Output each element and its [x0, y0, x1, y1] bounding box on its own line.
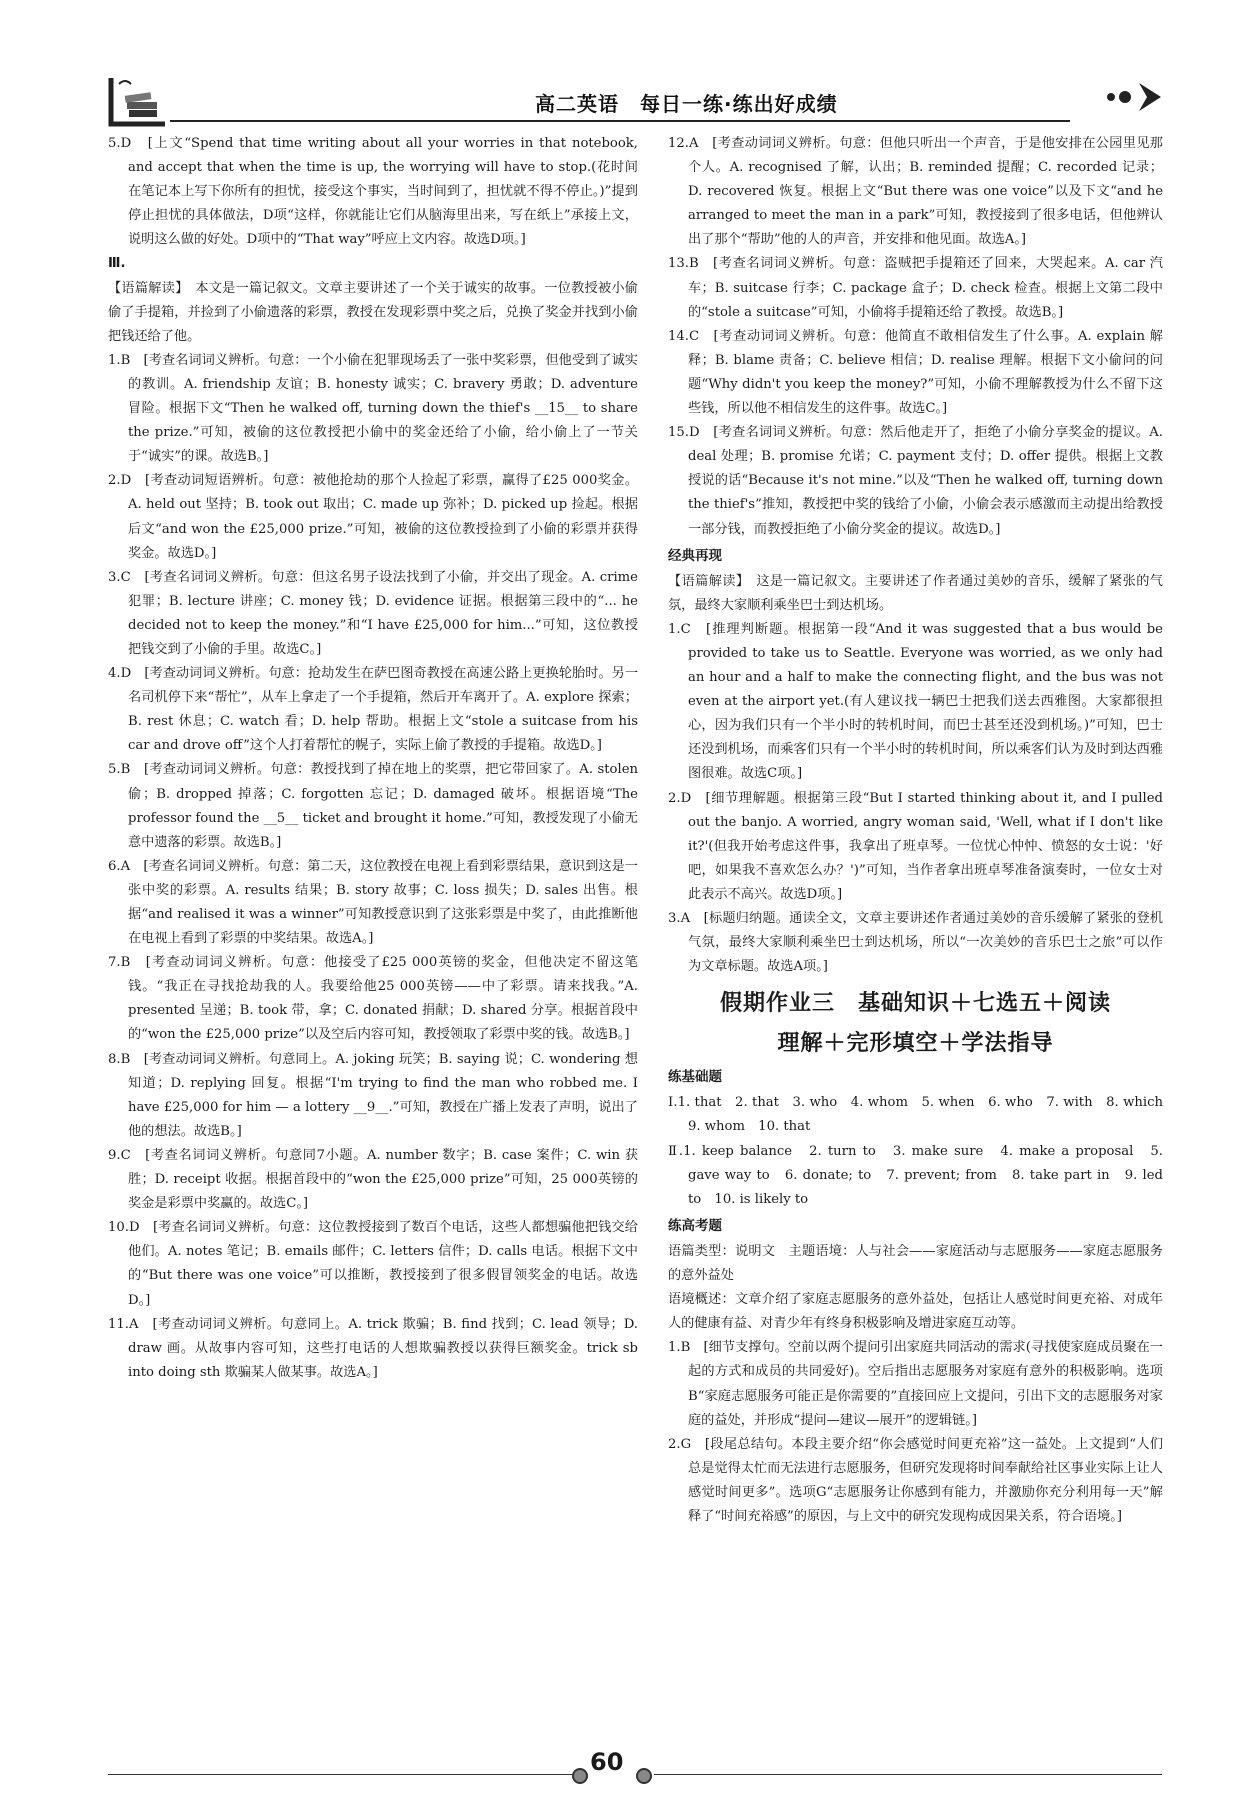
footer-rule-right	[654, 1774, 1162, 1775]
answer-item: 1.B [考查名词词义辨析。句意：一个小偷在犯罪现场丢了一张中奖彩票，但他受到了诚实的教训。A. friendship 友谊；B. honesty 诚实；C. bravery 勇敢；D. adventure 冒险。根据下文“Then he walked off, turning down the thief's __15__ to share the prize.”可知，被偷的这位教授把小偷中的奖金还给了小偷，给小偷上了一节关于“诚实”的课。故选B。]	[108, 352, 638, 465]
exam-practice-heading: 练高考题	[668, 1217, 722, 1234]
section-heading-line2: 理解＋完形填空＋学法指导	[777, 1031, 1054, 1057]
passage-summary: 【语篇解读】 本文是一篇记叙文。文章主要讲述了一个关于诚实的故事。一位教授被小偷偷了手提箱，并捡到了小偷遗落的彩票，教授在发现彩票中奖之后，兑换了奖金并找到小偷把钱还给了他。	[108, 280, 638, 344]
answer-item: 9.C [考查名词词义辨析。句意同7小题。A. number 数字；B. case 案件；C. win 获胜；D. receipt 收据。根据首段中的“won the £25,000 prize”可知，25 000英镑的奖金是彩票中奖赢的。故选C。]	[108, 1147, 638, 1212]
answer-item: 5.B [考查动词词义辨析。句意：教授找到了掉在地上的奖票，把它带回家了。A. stolen 偷；B. dropped 掉落；C. forgotten 忘记；D. damaged 破坏。根据语境“The professor found the __5__ ticket and brought it home.”可知，教授发现了小偷无意中遗落的彩票。故选B。]	[108, 762, 638, 850]
answer-item: 4.D [考查动词词义辨析。句意：抢劫发生在萨巴图奇教授在高速公路上更换轮胎时。另一名司机停下来“帮忙”，从车上拿走了一个手提箱，然后开车离开了。A. explore 探索；B. rest 休息；C. watch 看；D. help 帮助。根据上文“stole a suitcase from his car and drove off”这个人打着帮忙的幌子，实际上偷了教授的手提箱。故选D。]	[108, 666, 638, 754]
basic-practice-heading: 练基础题	[668, 1069, 722, 1086]
left-column	[108, 132, 638, 1385]
answer-item: 2.D [细节理解题。根据第三段“But I started thinking about it, and I pulled out the banjo. A worried, angry woman said, 'Well, what if I don't like it?'(但我开始考虑这件事，我拿出了班卓琴。一位忧心忡忡、愤怒的女士说：'好吧，如果我不喜欢怎么办？')”可知，当作者拿出班卓琴准备演奏时，一位女士对此表示不高兴。故选D项。]	[668, 790, 1163, 902]
footer-dot-icon	[636, 1768, 652, 1784]
answer-item: 3.A [标题归纳题。通读全文，文章主要讲述作者通过美妙的音乐缓解了紧张的登机气氛，最终大家顺利乘坐巴士到达机场，所以“一次美妙的音乐巴士之旅”可以作为文章标题。故选A项。]	[668, 911, 1163, 975]
answer-item: 2.D [考查动词短语辨析。句意：被他抢劫的那个人捡起了彩票，赢得了£25 000奖金。A. held out 坚持；B. took out 取出；C. made up 弥补；D. picked up 捡起。根据后文“and won the £25,000 prize.”可知，被偷的这位教授捡到了小偷的彩票并获得奖金。故选D。]	[108, 473, 638, 561]
right-column	[668, 132, 1177, 1529]
answer-item: 2.G [段尾总结句。本段主要介绍“你会感觉时间更充裕”这一益处。上文提到“人们总是觉得太忙而无法进行志愿服务，但研究发现将时间奉献给社区事业实际上让人感觉时间更多”。选项G“志愿服务让你感到有能力，并激励你充分利用每一天”解释了“时间充裕感”的原因，与上文中的研究发现构成因果关系，符合语境。]	[668, 1436, 1163, 1524]
dot-arrow-icon	[1105, 80, 1165, 114]
answer-item: 8.B [考查动词词义辨析。句意同上。A. joking 玩笑；B. saying 说；C. wondering 想知道；D. replying 回复。根据“I'm trying to find the man who robbed me. I have £25,000 for him — a lottery __9__.”可知，教授在广播上发表了声明，说出了他的想法。故选B。]	[108, 1051, 638, 1139]
answer-item: 10.D [考查名词词义辨析。句意：这位教授接到了数百个电话，这些人都想骗他把钱交给他们。A. notes 笔记；B. emails 邮件；C. letters 信件；D. calls 电话。根据下文中的“But there was one voice”可以推断，教授接到了很多假冒领奖金的电话。故选D。]	[108, 1220, 638, 1308]
classic-review-heading: 经典再现	[668, 547, 722, 564]
header-rule	[170, 120, 1070, 122]
header-title: 高二英语 每日一练·练出好成绩	[535, 92, 838, 116]
answer-item: 13.B [考查名词词义辨析。句意：盗贼把手提箱还了回来，大哭起来。A. car 汽车；B. suitcase 行李；C. package 盒子；D. check 检查。根据上文第二段中的“stole a suitcase”可知，小偷将手提箱还给了教授。故选B。]	[668, 256, 1163, 320]
footer-rule-left	[108, 1774, 578, 1775]
answer-item: 12.A [考查动词词义辨析。句意：但他只听出一个声音，于是他安排在公园里见那个人。A. recognised 了解，认出；B. reminded 提醒；C. recorded 记录；D. recovered 恢复。根据上文“But there was one voice”以及下文“and he arranged to meet the man in a park”可知，教授接到了很多电话，但他辨认出了那个“帮助”他的人的声音，并安排和他见面。故选A。]	[668, 136, 1163, 248]
section-marker: Ⅲ.	[108, 256, 126, 272]
answer-item: 1.B [细节支撑句。空前以两个提问引出家庭共同活动的需求(寻找使家庭成员聚在一起的方式和成员的共同爱好)。空后指出志愿服务对家庭有意外的积极影响。选项B“家庭志愿服务可能正是你需要的”直接回应上文提问，引出下文的志愿服务对家庭的益处，并形成“提问—建议—展开”的逻辑链。]	[668, 1340, 1163, 1428]
footer-dot-icon	[572, 1768, 588, 1784]
answer-item: 3.C [考查名词词义辨析。句意：但这名男子设法找到了小偷，并交出了现金。A. crime 犯罪；B. lecture 讲座；C. money 钱；D. evidence 证据。根据第三段中的“... he decided not to keep the money.”和“I have £25,000 for him...”可知，这位教授把钱交到了小偷的手里。故选C。]	[108, 569, 638, 657]
context-summary: 语境概述：文章介绍了家庭志愿服务的意外益处，包括让人感觉时间更充裕、对成年人的健康有益、对青少年有终身积极影响及增进家庭互动等。	[668, 1292, 1163, 1332]
answer-item: 6.A [考查名词词义辨析。句意：第二天，这位教授在电视上看到彩票结果，意识到这是一张中奖的彩票。A. results 结果；B. story 故事；C. loss 损失；D. sales 出售。根据“and realised it was a winner”可知教授意识到了这张彩票是中奖了，由此推断他在电视上看到了彩票的中奖结果。故选A。]	[108, 858, 638, 947]
answer-item: 15.D [考查名词词义辨析。句意：然后他走开了，拒绝了小偷分享奖金的提议。A. deal 处理；B. promise 允诺；C. payment 支付；D. offer 提供。根据上文教授说的话“Because it's not mine.”以及“Then he walked off, turning down the thief's”推知，教授把中奖的钱给了小偷，小偷会表示感激而主动提出给教授一部分钱，而教授拒绝了小偷分奖金的提议。故选D。]	[668, 425, 1163, 537]
answer-item: 1.C [推理判断题。根据第一段“And it was suggested that a bus would be provided to take us to Seattle. Everyone was worried, as we only had an hour and a half to make the connecting flight, and the bus was not even at the airport yet.(有人建议找一辆巴士把我们送去西雅图。大家都很担心，因为我们只有一个半小时的转机时间，而巴士甚至还没到机场。)”可知，巴士还没到机场，而乘客们只有一个半小时的转机时间，所以乘客们认为及时到达西雅图很难。故选C项。]	[668, 621, 1163, 782]
passage-summary: 【语篇解读】 这是一篇记叙文。主要讲述了作者通过美妙的音乐，缓解了紧张的气氛，最终大家顺利乘坐巴士到达机场。	[668, 573, 1163, 613]
answer-item: 11.A [考查动词词义辨析。句意同上。A. trick 欺骗；B. find 找到；C. lead 领导；D. draw 画。从故事内容可知，这些打电话的人想欺骗教授以获得巨额奖金。trick sb into doing sth 欺骗某人做某事。故选A。]	[108, 1316, 638, 1380]
answer-item: Ⅱ.1. keep balance 2. turn to 3. make sure 4. make a proposal 5. gave way to 6. donate; to 7. prevent; from 8. take part in 9. led to 10. is likely to	[668, 1143, 1163, 1207]
genre-line: 语篇类型：说明文 主题语境：人与社会——家庭活动与志愿服务——家庭志愿服务的意外益处	[668, 1243, 1163, 1284]
answer-item: 5.D [上文“Spend that time writing about all your worries in that notebook, and accept that when the time is up, the worrying will have to stop.(花时间在笔记本上写下你所有的担忧，接受这个事实，当时间到了，担忧就不得不停止。)”提到停止担忧的具体做法，D项“这样，你就能让它们从脑海里出来，写在纸上”承接上文，说明这么做的好处。D项中的“That way”呼应上文内容。故选D项。]	[108, 136, 638, 248]
page-number: 60	[590, 1748, 624, 1776]
books-stack-icon	[105, 74, 169, 128]
section-heading-line1: 假期作业三 基础知识＋七选五＋阅读	[719, 991, 1111, 1017]
answer-item: Ⅰ.1. that 2. that 3. who 4. whom 5. when 6. who 7. with 8. which 9. whom 10. that	[668, 1095, 1177, 1135]
page-header	[95, 70, 1165, 130]
answer-item: 14.C [考查动词词义辨析。句意：他简直不敢相信发生了什么事。A. explain 解释；B. blame 责备；C. believe 相信；D. realise 理解。根据下文小偷问的问题“Why didn't you keep the money?”可知，小偷不理解教授为什么不留下这些钱，所以他不相信发生的这件事。故选C。]	[668, 328, 1163, 417]
answer-item: 7.B [考查动词词义辨析。句意：他接受了£25 000英镑的奖金，但他决定不留这笔钱。“我正在寻找抢劫我的人。我要给他25 000英镑——中了彩票。请来找我。”A. presented 呈递；B. took 带，拿；C. donated 捐献；D. shared 分享。根据首段中的“won the £25,000 prize”以及空后内容可知，教授领取了彩票中奖的钱。故选B。]	[108, 955, 638, 1043]
